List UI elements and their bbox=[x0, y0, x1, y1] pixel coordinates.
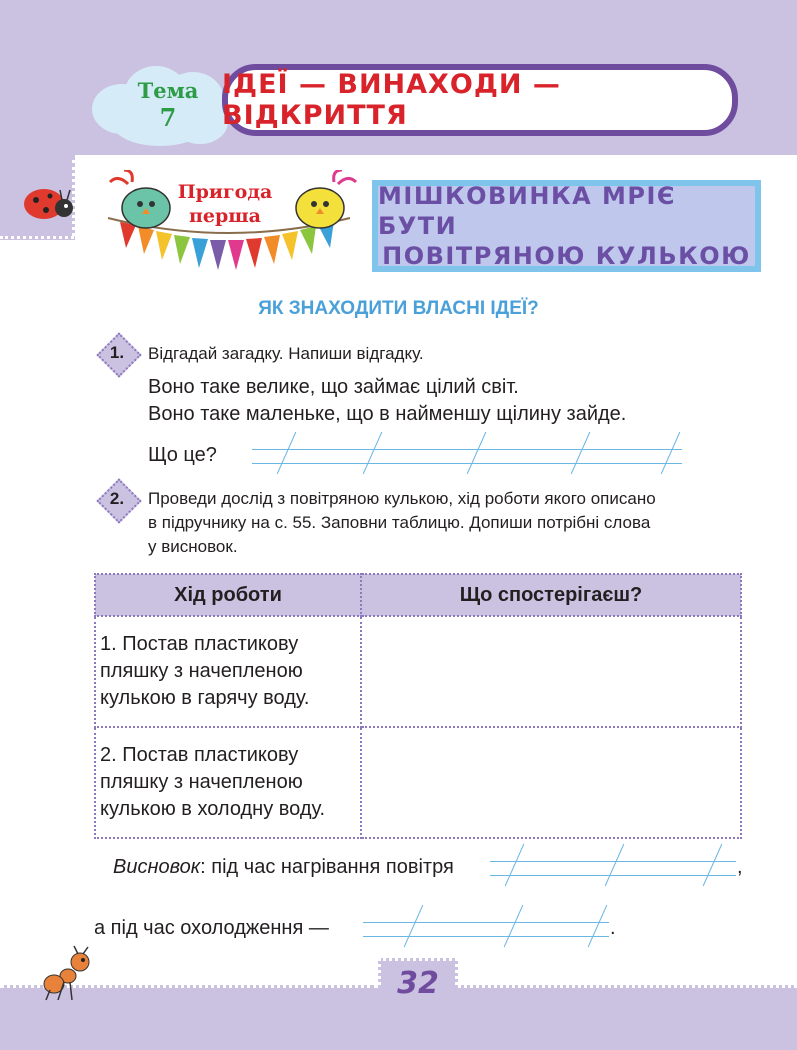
riddle-line1: Воно таке велике, що займає цілий світ. bbox=[148, 376, 519, 398]
table-cell-step bbox=[95, 727, 361, 838]
frame-dotted-border bbox=[0, 236, 74, 239]
subtitle-line1: МІШКОВИНКА МРІЄ БУТИ bbox=[378, 182, 677, 240]
subtitle-line2: ПОВІТРЯНОЮ КУЛЬКОЮ bbox=[382, 242, 751, 270]
conclusion-comma: , bbox=[737, 856, 743, 878]
table-header: Хід роботи bbox=[95, 574, 361, 616]
answer-writing-line[interactable] bbox=[252, 433, 682, 473]
adventure-label bbox=[170, 180, 280, 228]
step-text: 2. Постав пластикову bbox=[100, 744, 299, 766]
conclusion-text2: а під час охолодження — bbox=[94, 917, 329, 939]
topic-label: Тема bbox=[137, 78, 199, 103]
adventure-line2: перша bbox=[188, 205, 261, 227]
table-header: Що спостерігаєш? bbox=[361, 574, 741, 616]
subtitle-box bbox=[372, 180, 761, 272]
experiment-table bbox=[94, 573, 742, 839]
conclusion-label: Висновок bbox=[113, 856, 201, 878]
task1-instruction: Відгадай загадку. Напиши відгадку. bbox=[148, 344, 424, 363]
topic-number: 7 bbox=[159, 103, 177, 132]
task2-line1: Проведи дослід з повітряною кулькою, хід роботи якого описано bbox=[148, 489, 656, 508]
table-cell-step bbox=[95, 616, 361, 727]
adventure-line1: Пригода bbox=[177, 181, 273, 203]
table-cell-observation[interactable] bbox=[361, 727, 741, 838]
task2-line3: у висновок. bbox=[148, 537, 238, 556]
conclusion-text1: : під час нагрівання повітря bbox=[200, 856, 454, 878]
riddle-question: Що це? bbox=[148, 444, 217, 466]
task2-number: 2. bbox=[109, 489, 125, 508]
section-heading: ЯК ЗНАХОДИТИ ВЛАСНІ ІДЕЇ? bbox=[258, 298, 539, 319]
table-row bbox=[95, 727, 741, 838]
step-text: кулькою в холодну воду. bbox=[100, 798, 326, 820]
conclusion-period: . bbox=[610, 917, 616, 939]
riddle-line2: Воно таке маленьке, що в найменшу щілину зайде. bbox=[148, 403, 627, 425]
step-text: пляшку з начепленою bbox=[100, 660, 303, 682]
ladybug-icon bbox=[22, 180, 74, 224]
page-number: 32 bbox=[397, 966, 439, 1001]
step-text: 1. Постав пластикову bbox=[100, 633, 299, 655]
table-cell-observation[interactable] bbox=[361, 616, 741, 727]
ant-icon bbox=[40, 944, 100, 1004]
task2-line2: в підручнику на с. 55. Заповни таблицю. Допиши потрібні слова bbox=[148, 513, 651, 532]
step-text: кулькою в гарячу воду. bbox=[100, 687, 310, 709]
task1-number: 1. bbox=[109, 343, 125, 362]
step-text: пляшку з начепленою bbox=[100, 771, 303, 793]
table-row bbox=[95, 616, 741, 727]
conclusion-writing-line-1[interactable] bbox=[490, 845, 736, 885]
frame-dotted-border bbox=[75, 160, 797, 163]
page-title: ІДЕЇ — ВИНАХОДИ — ВІДКРИТТЯ bbox=[222, 69, 561, 131]
table-header-row bbox=[95, 574, 741, 616]
conclusion-sentence-1 bbox=[113, 853, 454, 881]
conclusion-writing-line-2[interactable] bbox=[363, 906, 609, 946]
frame-dotted-border bbox=[378, 958, 458, 961]
frame-dotted-border bbox=[458, 985, 797, 988]
